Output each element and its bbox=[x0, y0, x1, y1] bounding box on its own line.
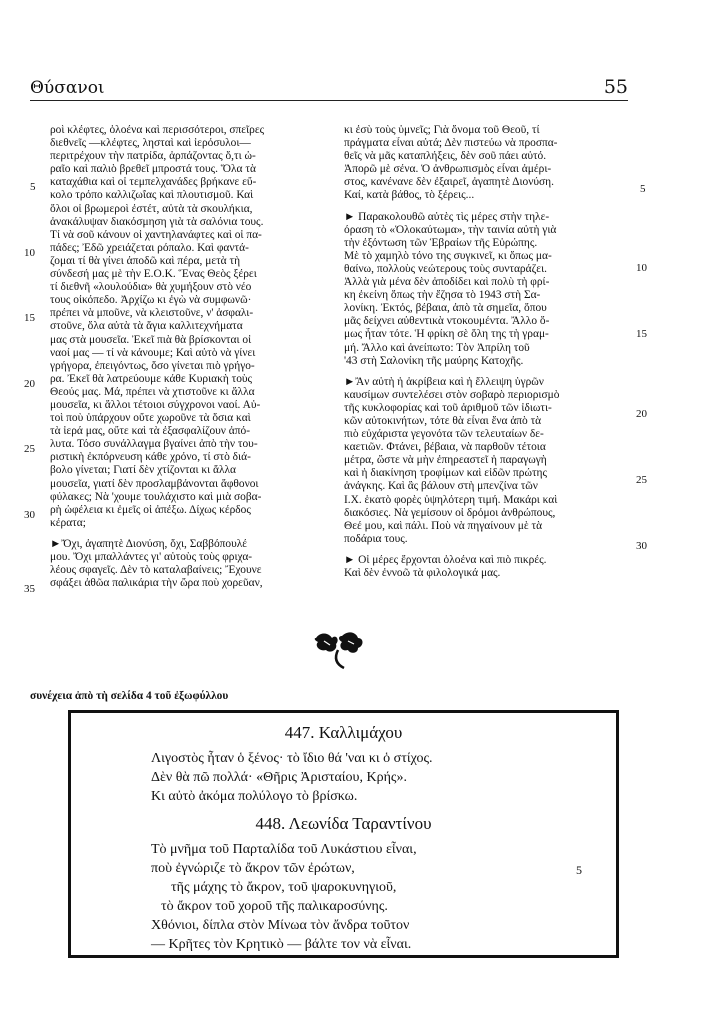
journal-title: Θύσανοι bbox=[30, 78, 105, 98]
right-paragraph-1 bbox=[344, 124, 630, 203]
text-line: μᾶς δείχνει αὐθεντικὰ ντοκουμέντα. Ἄλλο ὅ- bbox=[344, 315, 550, 328]
text-line: μή. Ἄλλο καὶ ἀνείπωτο: Τὸν Ἀπρίλη τοῦ bbox=[344, 341, 530, 354]
line-number: 35 bbox=[24, 583, 35, 595]
line-number: 10 bbox=[636, 262, 647, 274]
text-line: διακόσιες. Νὰ γεμίσουν οἱ δρόμοι ἀνθρώπους, bbox=[344, 506, 556, 519]
text-line: καυσίμων συντελέσει στὸν σοβαρὸ περιορισμὸ bbox=[344, 388, 560, 401]
text-line: όραση τὸ «Ὁλοκαύτωμα», τὴν ταινία αὐτὴ γιὰ bbox=[344, 223, 557, 236]
text-line: τοὶ ποὺ ὑπάρχουν οὔτε χωροῦνε τὰ ὅσια καὶ bbox=[50, 412, 251, 425]
poem-line-number: 5 bbox=[576, 863, 582, 877]
poem-line: Λιγοστὸς ἦταν ὁ ξένος· τὸ ἴδιο θά 'ναι κι ὁ στίχος. bbox=[151, 751, 433, 766]
text-line: φύλακες; Νὰ 'χουμε τουλάχιστο καὶ μιὰ σοβα- bbox=[50, 490, 262, 503]
poem-title: 448. Λεωνίδα Ταραντίνου bbox=[255, 814, 432, 833]
paragraph-gap bbox=[344, 203, 630, 211]
text-line: ►Ὄχι, ἀγαπητὲ Διονύση, ὄχι, Σαββόπουλέ bbox=[50, 537, 248, 550]
text-line: καετιῶν. Φτάνει, βέβαια, νὰ παρθοῦν τέτοια bbox=[344, 441, 546, 454]
text-line: τους οἰκόπεδο. Ἀρχίζω κι ἐγὼ νὰ συμφωνῶ· bbox=[50, 294, 252, 307]
left-paragraph-1 bbox=[50, 124, 332, 530]
text-line: ζομαι τί θὰ γίνει ἀποδῶ καὶ πέρα, μετὰ τὴ bbox=[50, 254, 241, 267]
text-line: ριστικὴ ἐκπόρνευση κάθε χρόνο, τί στὸ διά- bbox=[50, 451, 251, 464]
line-number: 15 bbox=[24, 312, 35, 324]
text-line: Θεέ μου, καὶ πάλι. Ποὺ νὰ πηγαίνουν μὲ τὰ bbox=[344, 519, 543, 532]
text-line: ► Οἱ μέρες ἔρχονται ὁλοένα καὶ πιὸ πικρές. bbox=[344, 553, 547, 566]
text-line: λυτα. Τόσο συνάλλαγμα βγαίνει ἀπὸ τὴν του- bbox=[50, 438, 258, 451]
poems-box bbox=[68, 710, 619, 958]
text-line: Μὲ τὸ χαμηλὸ τόνο της συγκινεῖ, κι ὅπως μα- bbox=[344, 249, 552, 262]
text-line: ροὶ κλέφτες, ὁλοένα καὶ περισσότεροι, σπεῖρες bbox=[50, 124, 265, 136]
line-number: 30 bbox=[24, 509, 35, 521]
text-line: μου. Ὄχι μπαλλάντες γι' αὐτοὺς τοὺς φριχα- bbox=[50, 551, 253, 563]
text-line: λονίκη. Ἐκτός, βέβαια, ἀπὸ τὰ σημεῖα, ὅπου bbox=[344, 302, 547, 315]
text-line: '43 στὴ Σαλονίκη τῆς μαύρης Κατοχῆς. bbox=[344, 354, 524, 367]
line-number: 30 bbox=[636, 540, 647, 552]
right-column bbox=[344, 124, 630, 580]
text-line: Καί, κατὰ βάθος, τὸ ξέρεις... bbox=[344, 189, 475, 202]
text-line: τῆς κυκλοφορίας καὶ τοῦ ἀριθμοῦ τῶν ἰδιωτι- bbox=[344, 401, 552, 414]
continued-note: συνέχεια ἀπὸ τὴ σελίδα 4 τοῦ ἐξωφύλλου bbox=[30, 690, 229, 702]
poem-line: τῆς μάχης τὸ ἄκρον, τοῦ ψαροκυνηγιοῦ, bbox=[171, 880, 397, 895]
text-line: ἀνάγκης. Καὶ ἂς βάλουν στὴ μπενζίνα τῶν bbox=[344, 480, 538, 493]
text-line: ► Παρακολουθῶ αὐτὲς τὶς μέρες στὴν τηλε- bbox=[344, 210, 550, 223]
paragraph-gap bbox=[344, 368, 630, 376]
text-line: ρὴ ὠφέλεια κι ἐμεῖς οἱ ἀπέξω. Δίχως κέρδος bbox=[50, 503, 251, 516]
poem-line: Χθόνιοι, δίπλα στὸν Μίνωα τὸν ἄνδρα τοῦτον bbox=[151, 918, 410, 933]
line-number: 25 bbox=[24, 443, 35, 455]
text-line: ραῖο καὶ παλιὸ βρεθεῖ μπροστά τους. Ὅλα τὰ bbox=[50, 163, 256, 176]
text-line: κη ἐκείνη ὅπως τὴν ἔζησα τὸ 1943 στὴ Σα- bbox=[344, 289, 541, 302]
text-line: Ι.Χ. ἑκατὸ φορὲς ὑψηλότερη τιμή. Μακάρι καὶ bbox=[344, 493, 558, 506]
text-line: Ἀπορῶ μὲ σένα. Ὁ ἀνθρωπισμὸς εἶναι ἀμέρι- bbox=[344, 163, 552, 176]
poem-line: ποὺ ἐγνώριζε τὸ ἄκρον τῶν ἐρώτων, bbox=[151, 861, 355, 876]
text-line: θαίνω, πολλοὺς νεώτερους τοὺς συνταράζει. bbox=[344, 262, 547, 275]
paragraph-gap bbox=[50, 530, 332, 538]
text-line: ὅλοι οἱ βρωμεροὶ ἐστέτ, αὐτὰ τὰ σκουλήκια, bbox=[50, 202, 253, 215]
text-line: Τί νὰ σοῦ κάνουν οἱ χαντηλανάφτες καὶ οἱ πα- bbox=[50, 228, 262, 241]
text-line: πράγματα εἶναι αὐτά; Δὲν πιστεύω νὰ προσπα- bbox=[344, 137, 558, 150]
text-line: στοῦνε, ὅλα αὐτὰ τὰ ἅγια καλλιτεχνήματα bbox=[50, 320, 243, 333]
line-number: 10 bbox=[24, 247, 35, 259]
text-line: πρέπει νὰ μποῦνε, νὰ κλειστοῦνε, ν' ἀσφαλι- bbox=[50, 307, 254, 320]
poem-line: τὸ ἄκρον τοῦ χοροῦ τῆς παλικαροσύνης. bbox=[161, 899, 388, 914]
text-line: πιὸ εὐχάριστα γεγονότα τῶν τελευταίων δε- bbox=[344, 428, 544, 441]
right-paragraph-3 bbox=[344, 376, 630, 546]
text-line: μας στὰ μουσεῖα. Ἐκεῖ πιὰ θὰ βρίσκονται οἱ bbox=[50, 333, 252, 346]
right-paragraph-4 bbox=[344, 554, 630, 580]
text-line: λέους σφαγεῖς. Δὲν τὸ καταλαβαίνεις; Ἔχουνε bbox=[50, 564, 262, 577]
text-line: μέτρα, ὥστε νὰ μὴν ἐπηρεαστεῖ ἡ παραγωγὴ bbox=[344, 454, 547, 467]
text-line: μως ἦταν τότε. Ἡ φρίκη σὲ ὅλη της τὴ γραμ- bbox=[344, 328, 549, 341]
text-line: στος, κανένανε δὲν ἐξαιρεῖ, ἀγαπητὲ Διονύση. bbox=[344, 176, 554, 189]
text-line: ρα. Ἐκεῖ θὰ λατρεύουμε κάθε Κυριακὴ τοὺς bbox=[50, 372, 253, 385]
text-line: ναοί μας — τί νὰ κάνουμε; Καὶ αὐτὸ νὰ γίνει bbox=[50, 346, 256, 359]
text-line: Θεούς μας. Μά, πρέπει νὰ χτιστοῦνε κι ἄλλα bbox=[50, 385, 255, 398]
left-paragraph-2 bbox=[50, 538, 332, 590]
text-line: μουσεῖα, γιατί δὲν προσλαμβάνονται ἄφθονοι bbox=[50, 477, 259, 490]
text-line: Καὶ δὲν ἐννοῶ τὰ φιλολογικά μας. bbox=[344, 567, 501, 579]
poem-line: Τὸ μνῆμα τοῦ Παρταλίδα τοῦ Λυκάστιου εἶναι, bbox=[151, 842, 417, 857]
poem-line: Δὲν θὰ πῶ πολλά· «Θῆρις Ἀρισταίου, Κρής». bbox=[151, 770, 407, 785]
text-line: κέρατα; bbox=[50, 516, 86, 529]
text-line: διεθνεῖς —κλέφτες, λησταὶ καὶ ἱερόσυλοι— bbox=[50, 137, 251, 150]
text-line: θεῖς νὰ μᾶς καταπλήξεις, δὲν σοῦ πάει αὐτό. bbox=[344, 150, 547, 163]
text-line: ►Ἂν αὐτὴ ἡ ἀκρίβεια καὶ ἡ ἔλλειψη ὑγρῶν bbox=[344, 375, 544, 388]
text-line: τὴν ἐξόντωση τῶν Ἑβραίων τῆς Εὐρώπης. bbox=[344, 236, 538, 249]
line-number: 20 bbox=[24, 378, 35, 390]
text-line: τί διεθνῆ «λουλούδια» θὰ χυμήξουν στὸ νέο bbox=[50, 281, 252, 294]
text-line: πάδες; Ἐδῶ χρειάζεται ρόπαλο. Καὶ φαντά- bbox=[50, 241, 249, 254]
running-header bbox=[30, 76, 628, 101]
text-line: γρήγορα, ἐπειγόντως, ὅσο γίνεται πιὸ γρήγο- bbox=[50, 359, 255, 372]
paragraph-gap bbox=[344, 546, 630, 554]
line-number: 5 bbox=[640, 183, 646, 195]
text-line: μουσεῖα, κι ἄλλοι τέτοιοι σύγχρονοι ναοί. Αὐ- bbox=[50, 398, 261, 411]
line-number: 25 bbox=[636, 474, 647, 486]
line-number: 15 bbox=[636, 328, 647, 340]
text-line: Ἀλλὰ γιὰ μένα δὲν ἀποδίδει καὶ πολὺ τὴ φρί- bbox=[344, 276, 550, 289]
left-column bbox=[50, 124, 332, 590]
text-line: κολο τρόπο καλλιζωΐας καὶ πλουτισμοῦ. Καὶ bbox=[50, 189, 254, 202]
poem-line: — Κρῆτες τὸν Κρητικὸ — βάλτε τον νὰ εἶναι. bbox=[151, 937, 412, 952]
text-line: σύνδεσή μας μὲ τὴν Ε.Ο.Κ. Ἕνας Θεὸς ξέρει bbox=[50, 268, 257, 281]
text-line: σφάξει ἀθῶα παλικάρια τὴν ὥρα ποὺ χορεῦαν, bbox=[50, 577, 263, 590]
line-number: 5 bbox=[30, 181, 36, 193]
line-number: 20 bbox=[636, 408, 647, 420]
ivy-leaf-ornament-icon bbox=[308, 630, 368, 670]
text-line: κι ἐσὺ τοὺς ὑμνεῖς; Γιὰ ὄνομα τοῦ Θεοῦ, τί bbox=[344, 124, 540, 136]
text-line: ποδάρια τους. bbox=[344, 532, 408, 545]
text-line: περιτρέχουν τὴν πατρίδα, ἁρπάζοντας ὅ,τι ὡ- bbox=[50, 150, 256, 163]
text-line: κῶν αὐτοκινήτων, τότε θὰ εἶναι ἕνα ἀπὸ τὰ bbox=[344, 414, 542, 427]
page-number: 55 bbox=[603, 76, 628, 98]
poem-title: 447. Καλλιμάχου bbox=[284, 723, 403, 742]
text-line: τὰ ἱερά μας, οὔτε καὶ τὰ ἐξασφαλίζουν ἀπό- bbox=[50, 425, 250, 438]
poem-line: Κι αὐτὸ ἀκόμα πολύλογο τὸ βρίσκω. bbox=[151, 789, 358, 804]
text-line: καταχάθια καὶ οἱ τεμπελχανάδες βρήκανε εὔ- bbox=[50, 176, 257, 189]
text-line: ἀνακάλυψαν διακόσμηση γιὰ τὰ σαλόνια τους. bbox=[50, 215, 264, 228]
text-line: καὶ ἡ διακίνηση τροφίμων καὶ εἰδῶν πρώτης bbox=[344, 467, 547, 480]
right-paragraph-2 bbox=[344, 211, 630, 368]
text-line: βολο γίνεται; Γιατί δὲν χτίζονται κι ἄλλα bbox=[50, 464, 236, 477]
